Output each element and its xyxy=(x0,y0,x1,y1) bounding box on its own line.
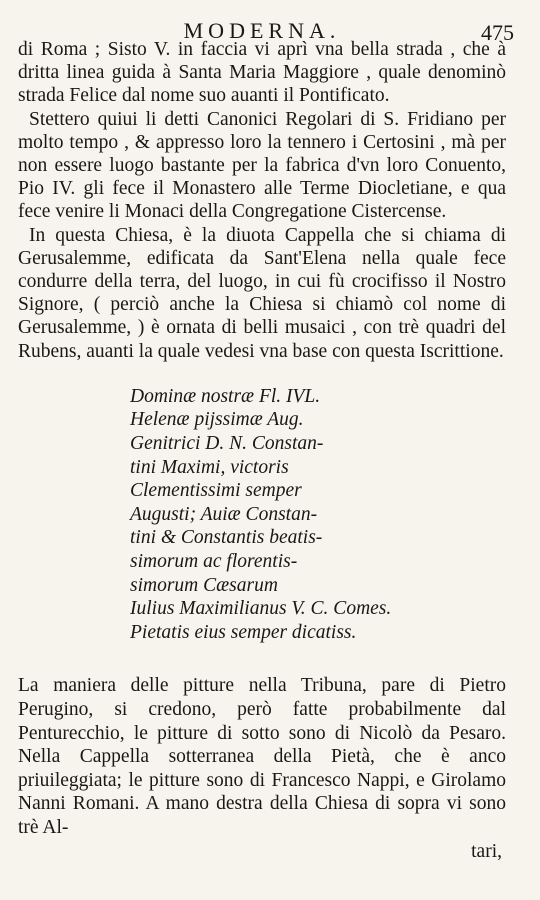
running-title: MODERNA. xyxy=(183,18,341,43)
inscription-line: Genitrici D. N. Constan- xyxy=(130,433,324,455)
page-number: 475 xyxy=(481,20,514,45)
running-head xyxy=(18,8,514,45)
inscription-line: Clementissimi semper xyxy=(130,480,302,502)
paragraph-2: Stettero quiui li detti Canonici Regolari di S. Fridiano per molto tempo , & appresso loro la tennero i Certosini , mà per non essere luogo bastante per la fabrica d'vn loro Conuento, Pio IV. gli fece il Monastero alle Terme Diocletiane, e qua fece venire li Monaci della Congregatione Cistercense. xyxy=(18,108,506,223)
paragraph-1: di Roma ; Sisto V. in faccia vi aprì vna bella strada , che à dritta linea guida à Santa Maria Maggiore , quale denominò strada Felice dal nome suo auanti il Pontificato. xyxy=(18,39,506,107)
inscription-line: Helenæ pijssimæ Aug. xyxy=(130,409,304,431)
catchword: tari, xyxy=(471,840,502,862)
inscription-line: Iulius Maximilianus V. C. Comes. xyxy=(130,598,392,620)
inscription-line: Dominæ nostræ Fl. IVL. xyxy=(130,385,321,407)
inscription-line: tini & Constantis beatis- xyxy=(130,527,323,549)
paragraph-3: In questa Chiesa, è la diuota Cappella che si chiama di Gerusalemme, edificata da Sant'Elena nella quale fece condurre della terra, del luogo, in cui fù crocifisso il Nostro Signore, ( perciò anche la Chiesa si chiamò col nome di Gerusalemme, ) è ornata di belli musaici , con trè quadri del Rubens, auanti la quale vedesi vna base con questa Iscrittione. xyxy=(18,224,506,362)
inscription-line: tini Maximi, victoris xyxy=(130,456,289,478)
paragraph-4: La maniera delle pitture nella Tribuna, pare di Pietro Perugino, si credono, però fatte probabilmente dal Penturecchio, le pitture di sotto sono di Nicolò da Pesaro. Nella Cappella sotterranea della Pietà, che è anco priuileggiata; le pitture sono di Francesco Nappi, e Girolamo Nanni Romani. A mano destra della Chiesa di sopra vi sono trè Al- xyxy=(18,675,506,838)
inscription-line: simorum Cæsarum xyxy=(130,574,278,596)
inscription-block xyxy=(130,385,506,645)
inscription-line: Augusti; Auiæ Constan- xyxy=(130,503,318,525)
inscription-line: simorum ac florentis- xyxy=(130,551,298,572)
inscription-line: Pietatis eius semper dicatiss. xyxy=(130,621,357,643)
